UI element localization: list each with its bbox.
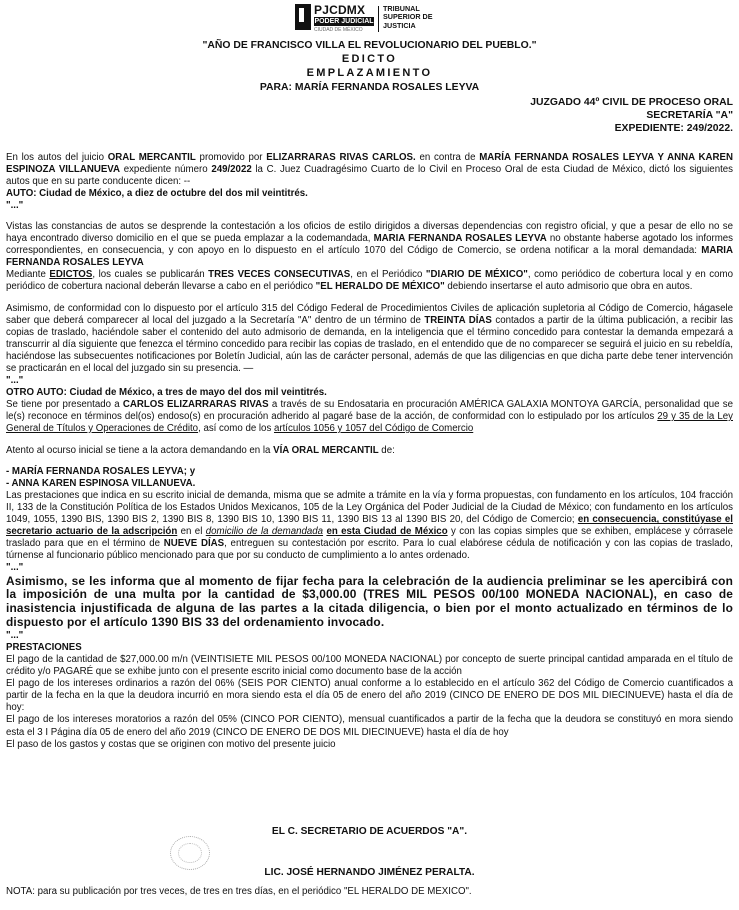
text-bold: ELIZARRARAS RIVAS CARLOS. bbox=[266, 152, 416, 163]
logo-sub: CIUDAD DE MÉXICO bbox=[314, 27, 363, 33]
auto-date: AUTO: Ciudad de México, a diez de octubre del dos mil veintitrés. bbox=[6, 188, 308, 200]
text-bold: "DIARIO DE MÉXICO" bbox=[425, 269, 528, 281]
text-bold-underline: en esta Ciudad de México bbox=[326, 526, 448, 538]
expediente: EXPEDIENTE: 249/2022. bbox=[614, 123, 733, 134]
text: , los cuales se publicarán bbox=[92, 269, 209, 281]
ellipsis bbox=[6, 562, 733, 574]
text-bold: MARIA FERNANDA ROSALES LEYVA bbox=[373, 233, 547, 245]
text: y con las copias simples que se exhiben, emplácese y córrasele traslado para que en el término de bbox=[6, 526, 734, 550]
prestacion-item: El pago de la cantidad de $27,000.00 m/n (VEINTISIETE MIL PESOS 00/100 MONEDA NACIONAL) por concepto de suerte principal cantidad amparada en el título de crédito y/o PAGARÉ que se exhibe junto con el presente escrito inicial como documento base de la acción bbox=[6, 654, 733, 678]
title-edicto: EDICTO bbox=[341, 53, 398, 65]
tribunal-name bbox=[383, 5, 433, 30]
ellipsis-text: "..." bbox=[6, 562, 24, 574]
paragraph-multa: Asimismo, se les informa que al momento de fijar fecha para la celebración de la audiencia preliminar se les apercibirá con la imposición de una multa por la cantidad de $3,000.00 (TRES MIL PESOS 00/100 MONEDA NACIONAL), en caso de inasistencia injustificada de alguna de las partes a la citada diligencia, o bien por el monto actualizado en términos de lo dispuesto por el artículo 1390 BIS 33 del ordenamiento invocado. bbox=[6, 573, 733, 630]
edicto-body bbox=[6, 152, 733, 751]
text: expediente número bbox=[120, 164, 212, 176]
addressee: PARA: MARÍA FERNANDA ROSALES LEYVA bbox=[259, 82, 480, 93]
text-bold: "EL HERALDO DE MÉXICO" bbox=[315, 281, 445, 293]
paragraph-presentado bbox=[6, 399, 733, 435]
text: , entreguen su contestación por escrito. Para lo cual elabórese cédula de notificación y con las copias de traslado, túrnense al funcionario público mencionado para que por su conducto de cumplimiento a lo antes ordenado. bbox=[6, 538, 733, 562]
text: contados a partir de la última publicación, a recibir las copias de traslado, haciéndole saber el contenido del auto admisorio de demanda, en la inteligencia que el término concedido para contestar la demanda empezará a transcurrir al día siguiente que fenezca el término concedido para recibir las copias de traslado, en el entendido que de no comparecer se seguirá el juicio en su rebeldía, haciéndose las subsecuentes notificaciones por Boletín Judicial, aún las de carácter personal, además de que las diligencias en que dicha parte debe tener intervención se practicarán en el local del juzgado sin su presencia. — bbox=[6, 314, 733, 374]
text-bold: 249/2022 bbox=[211, 164, 252, 176]
prestaciones-heading bbox=[6, 642, 733, 654]
text: , así como de los bbox=[198, 422, 274, 434]
text: , en el Periódico bbox=[350, 269, 426, 281]
text-underline: artículos 1056 y 1057 del Código de Comercio bbox=[273, 422, 474, 434]
defendant-name: - MARÍA FERNANDA ROSALES LEYVA; y bbox=[6, 466, 196, 478]
prestacion-item: El paso de los gastos y costas que se originen con motivo del presente juicio bbox=[6, 738, 336, 750]
spacer bbox=[6, 457, 733, 466]
text: Vistas las constancias de autos se desprende la contestación a los oficios de estilo dirigidos a diversas dependencias con registro oficial, y que a pesar de ello no se haya encontrado diverso domicilio en el que se pueda emplazar a la codemandada, bbox=[6, 221, 733, 245]
text-bold: TREINTA DÍAS bbox=[424, 314, 492, 326]
text: a través de su Endosataria en procuración AMÉRICA GALAXIA MONTOYA GARCÍA, personalidad que se le(s) reconoce en términos del(os) endoso(s) en procuración adherido al pagaré base de la acción, de conformidad con lo estipulado por los artículos bbox=[6, 398, 733, 422]
signer-name: LIC. JOSÉ HERNANDO JIMÉNEZ PERALTA. bbox=[264, 867, 475, 878]
text: promovido por bbox=[195, 152, 267, 163]
text-bold: NUEVE DÍAS bbox=[163, 538, 225, 550]
motto: "AÑO DE FRANCISCO VILLA EL REVOLUCIONARIO DEL PUEBLO." bbox=[202, 40, 537, 51]
ellipsis-text: "..." bbox=[6, 200, 24, 212]
prestacion-item: El pago de los intereses moratorios a razón del 05% (CINCO POR CIENTO), mensual cuantificados a partir de la fecha que la deudora se constituyó en mora siendo esta el 3 I Página día 05 de enero del año 2019 (CINCO DE ENERO DE DOS MIL DIECINUEVE) hasta el día de hoy bbox=[6, 714, 733, 738]
seal-ring-inner bbox=[178, 843, 202, 863]
text-bold: MARÍA FERNANDA ROSALES LEYVA Y ANNA KAREN ESPINOZA VILLANUEVA bbox=[6, 152, 733, 176]
paragraph-asimismo bbox=[6, 303, 733, 375]
paragraph-edictos bbox=[6, 269, 733, 293]
tribunal-line-2: SUPERIOR DE bbox=[383, 12, 433, 22]
logo-divider bbox=[378, 6, 379, 32]
paragraph-vistas bbox=[6, 221, 733, 269]
text: Atento al ocurso inicial se tiene a la actora demandando en la bbox=[6, 445, 274, 457]
secretario-title: EL C. SECRETARIO DE ACUERDOS "A". bbox=[271, 826, 468, 837]
auto-heading-2 bbox=[6, 387, 733, 399]
text: En los autos del juicio bbox=[6, 152, 108, 163]
prestaciones-title: PRESTACIONES bbox=[6, 642, 82, 654]
text: , como periódico de cobertura local y en como periódico de cobertura nacional deberán llevarse a cabo en el periódico bbox=[6, 269, 733, 293]
text-bold: TRES VECES CONSECUTIVAS bbox=[208, 269, 351, 281]
text-bold-underline: en consecuencia, constitúyase el secretario actuario de la adscripción bbox=[6, 514, 733, 538]
text-bold: CARLOS ELIZARRARAS RIVAS bbox=[122, 398, 269, 410]
ellipsis-text: "..." bbox=[6, 630, 24, 642]
tribunal-line-1: TRIBUNAL bbox=[383, 4, 420, 13]
pj-mark-icon bbox=[295, 4, 311, 30]
paragraph-prestaciones-admite bbox=[6, 490, 733, 562]
defendant-name: - ANNA KAREN ESPINOSA VILLANUEVA. bbox=[6, 478, 196, 490]
prestacion-item: El pago de los intereses ordinarios a razón del 06% (SEIS POR CIENTO) anual conforme a lo establecido en el artículo 362 del Código de Comercio cuantificados a partir de la fecha en la que la deudora incurrió en mora siendo esta el día 05 de enero del año 2019 (CINCO DE ENERO DE DOS MIL DIECINUEVE) hasta el día de hoy: bbox=[6, 678, 733, 714]
defendant-1 bbox=[6, 466, 733, 478]
text: en el bbox=[177, 526, 206, 538]
text-bold-underline: EDICTOS bbox=[49, 269, 93, 281]
spacer bbox=[6, 435, 733, 445]
text-underline: 29 y 35 de la Ley General de Títulos y Operaciones de Crédito bbox=[6, 410, 733, 434]
logo-box: PODER JUDICIAL bbox=[314, 18, 374, 25]
text: no obstante haberse agotado los informes correspondientes, en consecuencia, y con apoyo en lo dispuesto en el artículo 1070 del Código de Comercio, se ordena notificar a la moral demandada: bbox=[6, 233, 733, 257]
publication-note: NOTA: para su publicación por tres veces, de tres en tres días, en el periódico "EL HERALDO DE MEXICO". bbox=[6, 886, 472, 897]
paragraph-intro bbox=[6, 152, 733, 188]
text: Asimismo, de conformidad con lo dispuesto por el artículo 315 del Código Federal de Procedimientos Civiles de aplicación supletoria al Código de Comercio, hágasele saber que deberá comparecer al local del juzgado a la Secretaría "A" dentro de un término de bbox=[6, 302, 733, 326]
auto-date-2: OTRO AUTO: Ciudad de México, a tres de mayo del dos mil veintitrés. bbox=[6, 386, 327, 398]
text-bold: MARIA FERNANDA ROSALES LEYVA bbox=[6, 245, 733, 269]
tribunal-line-3: JUSTICIA bbox=[383, 20, 416, 30]
text: Las prestaciones que indica en su escrito inicial de demanda, misma que se admite a trámite en la vía y forma propuestas, con fundamento en los artículos, 104 fracción II, 133 de la Constitución Política de los Estados Unidos Mexicanos, 105 de la Ley Orgánica del Poder Judicial de la Ciudad de México; con fundamento en los artículos 1049, 1055, 1390 BIS, 1390 BIS 2, 1390 BIS 8, 1390 BIS 10, 1390 BIS 11, 1390 BIS 13 al 1390 BIS 20, del Código de Comercio; bbox=[6, 490, 733, 526]
text: de: bbox=[378, 445, 395, 457]
logo-main: PJCDMX bbox=[314, 3, 366, 17]
text: Mediante bbox=[6, 269, 50, 281]
ellipsis bbox=[6, 375, 733, 387]
ellipsis-text: "..." bbox=[6, 374, 24, 386]
defendant-2 bbox=[6, 478, 733, 490]
auto-heading bbox=[6, 188, 733, 200]
title-emplazamiento: EMPLAZAMIENTO bbox=[306, 67, 433, 79]
text: debiendo insertarse el auto admisorio que obra en autos. bbox=[444, 281, 693, 293]
text-bold: VÍA ORAL MERCANTIL bbox=[273, 445, 379, 457]
ellipsis bbox=[6, 630, 733, 642]
ellipsis bbox=[6, 200, 733, 212]
spacer bbox=[6, 294, 733, 303]
text-bold: ORAL MERCANTIL bbox=[107, 152, 196, 163]
juzgado: JUZGADO 44º CIVIL DE PROCESO ORAL bbox=[530, 97, 733, 108]
text: en contra de bbox=[415, 152, 480, 163]
secretaria: SECRETARÍA "A" bbox=[646, 110, 733, 121]
text-italic-underline: domicilio de la demandada bbox=[205, 526, 324, 538]
pjcdmx-logo bbox=[295, 4, 471, 34]
text: la C. Juez Cuadragésimo Cuarto de lo Civil en Proceso Oral de esta Ciudad de México, dictó los siguientes autos que en su parte conducente dicen: -- bbox=[6, 164, 734, 188]
spacer bbox=[6, 212, 733, 221]
text: Se tiene por presentado a bbox=[6, 398, 123, 410]
paragraph-atento bbox=[6, 445, 733, 457]
